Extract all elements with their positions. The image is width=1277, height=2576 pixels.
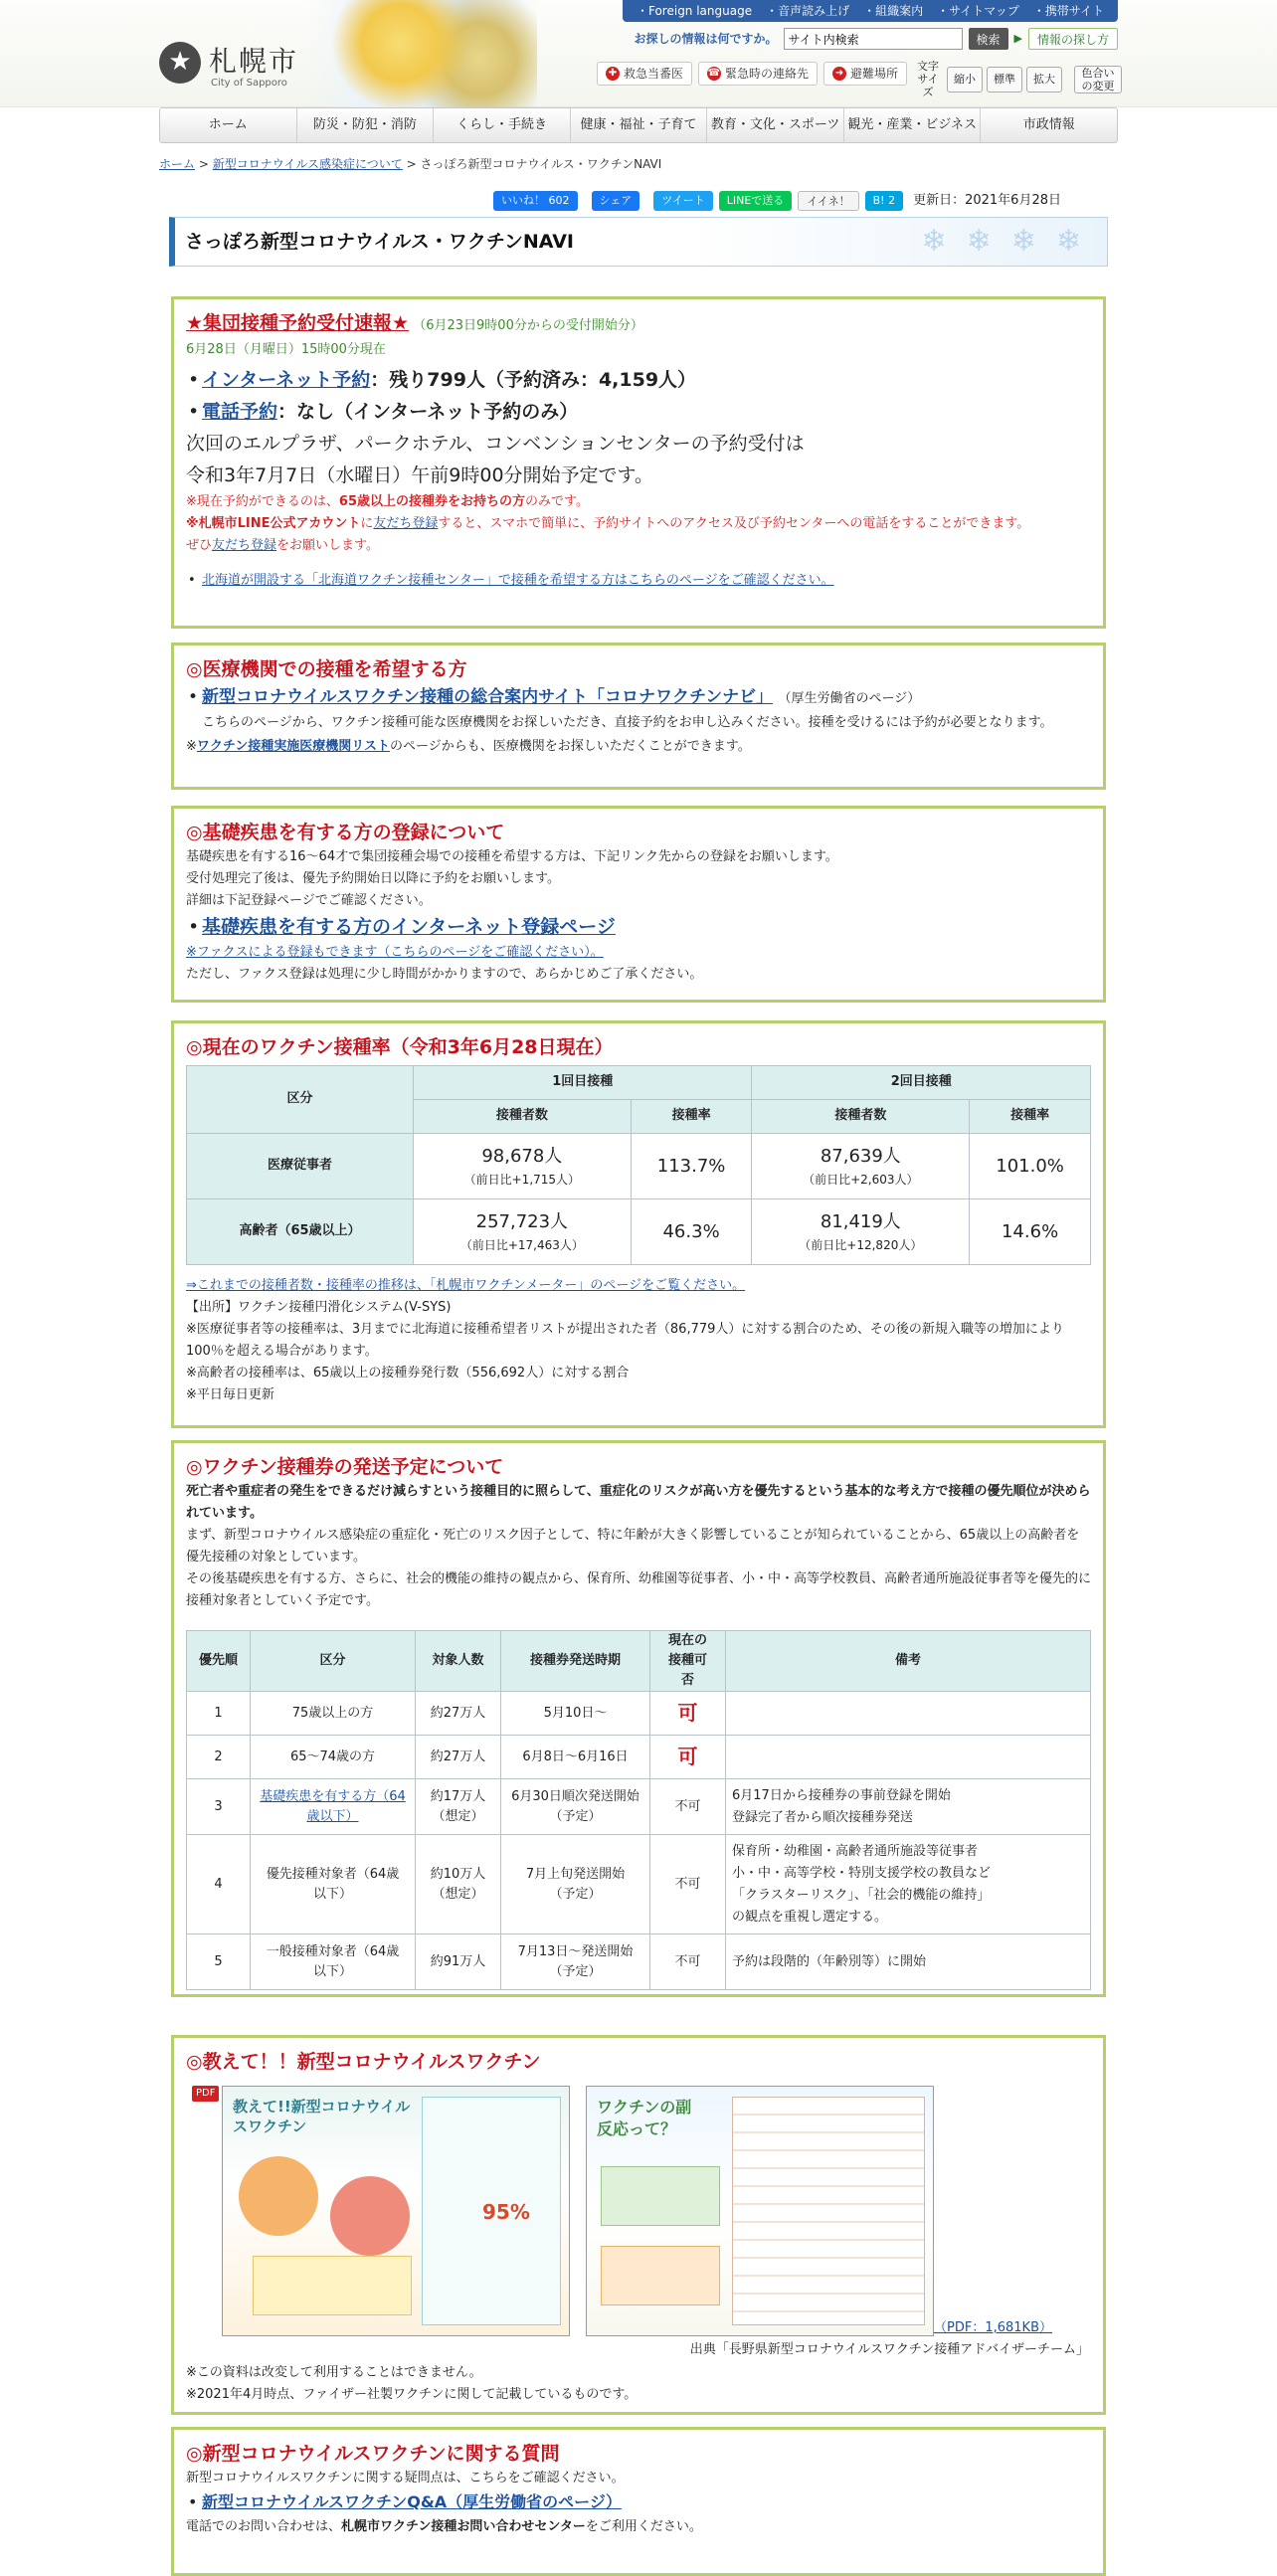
count-value: 87,639人: [820, 1146, 901, 1168]
category-cell: 優先接種対象者（64歳以下）: [251, 1835, 416, 1934]
rate-value: 113.7%: [631, 1134, 752, 1199]
rate-cell: [414, 1134, 632, 1199]
emergency-doctor-button[interactable]: [597, 62, 692, 86]
leaflet-table: [732, 2097, 925, 2325]
coupon-col-note: 備考: [726, 1631, 1091, 1692]
coupon-col-order: 優先順: [187, 1631, 251, 1692]
how-to-search-button[interactable]: 情報の探し方: [1028, 28, 1118, 50]
search-question: お探しの情報は何ですか。: [634, 31, 778, 46]
disease-category-link[interactable]: 基礎疾患を有する方（64歳以下）: [251, 1779, 416, 1835]
timing-cell: 5月10日～: [501, 1692, 650, 1736]
leaflet-source: 出典「長野県新型コロナウイルスワクチン接種アドバイザーチーム」: [689, 2342, 1089, 2357]
count-value: 98,678人: [481, 1146, 563, 1168]
search-input[interactable]: [784, 28, 963, 50]
vaccine-leaflet-section: [171, 2035, 1106, 2415]
font-size-label: 文字サイズ: [917, 60, 939, 98]
nav-living[interactable]: くらし・手続き: [434, 108, 571, 142]
list-pre: ※: [186, 739, 197, 754]
table-row: [187, 1692, 1091, 1736]
rate-row-label: 医療従事者: [187, 1134, 414, 1199]
navi-item: [186, 683, 1091, 713]
disease-heading: ◎基礎疾患を有する方の登録について: [186, 822, 505, 843]
phone-reservation-item: [186, 396, 1091, 428]
font-standard-button[interactable]: 標準: [987, 67, 1022, 92]
note1-pre: ※現在予約ができるのは、: [186, 494, 339, 510]
note-cell: [726, 1692, 1091, 1736]
count-value: 81,419人: [820, 1211, 901, 1233]
note-cell: 予約は段階的（年齢別等）に開始: [726, 1934, 1091, 1990]
breadcrumb-separator: >: [402, 157, 421, 171]
coupon-p2: その後基礎疾患を有する方、さらに、社会的機能の維持の観点から、保育所、幼稚園等従事者、小・中・高等学校教員、高齢者通所施設従事者等を優先的に接種対象者としていく予定です。: [186, 1571, 1092, 1608]
navi-note: （厚生労働省のページ）: [778, 691, 921, 706]
internet-reservation-link[interactable]: インターネット予約: [202, 369, 371, 392]
hokkaido-center-link[interactable]: 北海道が開設する「北海道ワクチン接種センター」で接種を希望する方はこちらのページをご確認ください。: [202, 573, 834, 589]
breadcrumb-covid[interactable]: 新型コロナウイルス感染症について: [212, 157, 403, 171]
disease-section: [171, 806, 1106, 1003]
emergency-doctor-label: 救急当番医: [624, 66, 684, 81]
qa-p1: 新型コロナウイルスワクチンに関する疑問点は、こちらをご確認ください。: [186, 2471, 625, 2485]
pdf-icon: PDF: [192, 2086, 219, 2102]
leaflet-1-figure: 95%: [482, 2200, 530, 2224]
utility-organization[interactable]: ・組織案内: [863, 4, 924, 18]
font-size-controls: [913, 60, 1122, 98]
leaflet-2-image[interactable]: [586, 2086, 934, 2336]
table-row: [187, 1779, 1091, 1835]
utility-mobile[interactable]: ・携帯サイト: [1032, 4, 1104, 18]
note1-post: のみです。: [525, 494, 589, 510]
timing-cell: 7月13日～発送開始（予定）: [501, 1934, 650, 1990]
rate-value: 46.3%: [631, 1199, 752, 1265]
rate-col-rate-2: 接種率: [970, 1100, 1091, 1134]
timing-cell: 7月上旬発送開始（予定）: [501, 1835, 650, 1934]
rate-cell: [414, 1199, 632, 1265]
count-delta: （前日比+2,603人）: [803, 1173, 919, 1188]
availability-cell: 可: [650, 1736, 726, 1779]
coupon-col-count: 対象人数: [416, 1631, 501, 1692]
line-friend-link-2[interactable]: 友だち登録: [212, 538, 277, 554]
qa-heading: ◎新型コロナウイルスワクチンに関する質問: [186, 2443, 560, 2465]
disease-p2: 受付処理完了後は、優先予約開始日以降に予約をお願いします。: [186, 871, 560, 886]
order-cell: 4: [187, 1835, 251, 1934]
note3-post: をお願いします。: [276, 538, 379, 554]
logo-text: 札幌市: [209, 45, 299, 78]
table-row: [187, 1934, 1091, 1990]
breadcrumb-separator: >: [195, 157, 213, 171]
list-post: のページからも、医療機関をお探しいただくことができます。: [390, 739, 751, 754]
reservation-asof: 6月28日（月曜日）15時00分現在: [186, 342, 386, 357]
leaflet-illustration: [253, 2256, 412, 2315]
global-navigation: [159, 107, 1118, 143]
line-share-button[interactable]: LINEで送る: [719, 191, 793, 211]
order-cell: 1: [187, 1692, 251, 1736]
font-smaller-button[interactable]: 縮小: [947, 67, 983, 92]
reservation-note-2: [186, 513, 1091, 535]
rate-note-2: ※高齢者の接種率は、65歳以上の接種券発行数（556,692人）に対する割合: [186, 1366, 630, 1380]
updated-date: 更新日：2021年6月28日: [913, 193, 1061, 208]
availability-cell: 不可: [650, 1934, 726, 1990]
phone-icon: ☎: [707, 68, 721, 79]
note-cell: [726, 1736, 1091, 1779]
hatena-bookmark-button[interactable]: B! 2: [865, 191, 903, 211]
coupon-col-category: 区分: [251, 1631, 416, 1692]
leaflet-illustration: [601, 2246, 720, 2305]
rate-value: 14.6%: [970, 1199, 1091, 1265]
utility-foreign-language[interactable]: ・Foreign language: [636, 4, 753, 18]
order-cell: 5: [187, 1934, 251, 1990]
iine-button[interactable]: イイネ！: [798, 191, 858, 211]
city-emblem-icon: ★: [159, 42, 201, 84]
qa-p2: [186, 2515, 1091, 2539]
page-title-text: さっぽろ新型コロナウイルス・ワクチンNAVI: [185, 231, 575, 253]
availability-cell: 可: [650, 1692, 726, 1736]
search-button[interactable]: 検索: [969, 28, 1008, 50]
count-cell: 約17万人（想定）: [416, 1779, 501, 1835]
medical-icon: ✚: [606, 67, 620, 81]
coupon-col-availability: 現在の接種可否: [650, 1631, 726, 1692]
corona-vaccine-navi-link[interactable]: 新型コロナウイルスワクチン接種の総合案内サイト「コロナワクチンナビ」: [202, 687, 774, 707]
count-cell: 約27万人: [416, 1736, 501, 1779]
vaccine-meter-link[interactable]: ⇒これまでの接種者数・接種率の推移は、「札幌市ワクチンメーター」のページをご覧ください。: [186, 1278, 746, 1293]
leaflet-heading: ◎教えて！！新型コロナウイルスワクチン: [186, 2051, 541, 2073]
rate-note-1: ※医療従事者等の接種率は、3月までに北海道に接種希望者リストが提出された者（86,779人）に対する割合のため、その後の新規入職等の増加により100％を超える場合があります。: [186, 1322, 1064, 1359]
rate-row-label: 高齢者（65歳以上）: [187, 1199, 414, 1265]
fax-register-link[interactable]: ※ファクスによる登録もできます（こちらのページをご確認ください）。: [186, 945, 604, 960]
tweet-button[interactable]: ツイート: [653, 191, 712, 211]
emergency-links: [597, 62, 907, 86]
rate-value: 101.0%: [970, 1134, 1091, 1199]
count-delta: （前日比+12,820人）: [799, 1238, 923, 1253]
emergency-contacts-button[interactable]: [698, 62, 818, 86]
phone-reservation-status: ：なし（インターネット予約のみ）: [277, 401, 579, 424]
evacuation-label: 避難場所: [850, 66, 899, 81]
disease-register-item: [186, 912, 1091, 942]
color-change-button[interactable]: 色合いの変更: [1074, 66, 1122, 93]
qa-item: [186, 2489, 1091, 2515]
table-row: [187, 1134, 1091, 1199]
timing-cell: 6月30日順次発送開始（予定）: [501, 1779, 650, 1835]
reservation-note-1: [186, 491, 1091, 513]
line-friend-link[interactable]: 友だち登録: [373, 516, 439, 532]
nav-city-info[interactable]: 市政情報: [1022, 117, 1075, 132]
availability-cell: 不可: [650, 1835, 726, 1934]
rate-note-3: ※平日毎日更新: [186, 1387, 274, 1402]
leaflet-pdf-link[interactable]: （PDF：1,681KB）: [934, 2320, 1052, 2335]
note-cell: 保育所・幼稚園・高齢者通所施設等従事者 小・中・高等学校・特別支援学校の教員など 「クラスターリスク」、「社会的機能の維持」 の観点を重視し選定する。: [726, 1835, 1091, 1934]
evacuation-button[interactable]: [823, 62, 907, 86]
count-cell: 約27万人: [416, 1692, 501, 1736]
disease-p1: 基礎疾患を有する16～64才で集団接種会場での接種を希望する方は、下記リンク先からの登録をお願いします。: [186, 849, 838, 864]
leaflet-note-1: ※この資料は改変して利用することはできません。: [186, 2365, 482, 2380]
site-header: [0, 0, 1277, 107]
rate-heading: ◎現在のワクチン接種率（令和3年6月28日現在）: [186, 1036, 614, 1058]
disease-p3: 詳細は下記登録ページでご確認ください。: [186, 893, 432, 908]
breadcrumb-home[interactable]: ホーム: [159, 157, 196, 171]
rate-cell: [752, 1199, 970, 1265]
vaccination-rate-table: [186, 1065, 1091, 1265]
utility-sitemap[interactable]: ・サイトマップ: [937, 4, 1019, 18]
category-cell: 75歳以上の方: [251, 1692, 416, 1736]
table-row: [187, 1199, 1091, 1265]
leaflet-note-2: ※2021年4月時点、ファイザー社製ワクチンに関して記載しているものです。: [186, 2387, 638, 2402]
count-cell: 約10万人（想定）: [416, 1835, 501, 1934]
clinic-list-link[interactable]: ワクチン接種実施医療機関リスト: [196, 739, 390, 754]
leaflet-1-image[interactable]: [222, 2086, 570, 2336]
order-cell: 2: [187, 1736, 251, 1779]
count-value: 257,723人: [475, 1211, 569, 1233]
note-cell: 6月17日から接種券の事前登録を開始 登録完了者から順次接種券発送: [726, 1779, 1091, 1835]
coupon-col-timing: 接種券発送時期: [501, 1631, 650, 1692]
category-cell: 一般接種対象者（64歳以下）: [251, 1934, 416, 1990]
count-delta: （前日比+1,715人）: [463, 1173, 581, 1188]
rate-col-dose2: 2回目接種: [752, 1066, 1091, 1100]
play-arrow-icon: ▶: [1013, 32, 1022, 46]
nav-education[interactable]: 教育・文化・スポーツ: [707, 108, 844, 142]
hokkaido-item: [186, 571, 1091, 591]
coupon-bold-text: 死亡者や重症者の発生をできるだけ減らすという接種目的に照らして、重症化のリスクが高い方を優先するという基本的な考え方で接種の優先順位が決められています。: [186, 1484, 1091, 1521]
qa-p2-post: をご利用ください。: [585, 2519, 702, 2534]
coupon-heading: ◎ワクチン接種券の発送予定について: [186, 1456, 504, 1478]
mhlw-qa-link[interactable]: 新型コロナウイルスワクチンQ&A（厚生労働省のページ）: [202, 2492, 622, 2511]
count-delta: （前日比+17,463人）: [459, 1238, 584, 1253]
rate-col-dose1: 1回目接種: [414, 1066, 752, 1100]
next-reservation-line2: 令和3年7月7日（水曜日）午前9時00分開始予定です。: [186, 464, 654, 487]
note1-bold: 65歳以上の接種券をお持ちの方: [338, 494, 525, 510]
clinic-list-line: [186, 737, 1091, 757]
internet-reservation-item: [186, 364, 1091, 396]
breadcrumb-current: さっぽろ新型コロナウイルス・ワクチンNAVI: [420, 157, 662, 171]
snowflake-icon: ❄❄❄❄: [921, 224, 1101, 259]
medical-heading: ◎医療機関での接種を希望する方: [186, 658, 467, 680]
rate-source: 【出所】ワクチン接種円滑化システム(V-SYS): [186, 1300, 452, 1315]
reservation-heading[interactable]: ★集団接種予約受付速報★: [186, 312, 410, 334]
table-row: [187, 1736, 1091, 1779]
nav-disaster[interactable]: 防災・防犯・消防: [297, 108, 435, 142]
category-cell: 65～74歳の方: [251, 1736, 416, 1779]
medical-section: [171, 643, 1106, 790]
internet-reservation-status: ：残り799人（予約済み：4,159人）: [370, 369, 697, 392]
reservation-note-3: [186, 535, 1091, 557]
rate-col-count-1: 接種者数: [414, 1100, 632, 1134]
leaflet-illustration: [239, 2156, 318, 2236]
coupon-schedule-table: [186, 1630, 1091, 1990]
table-row: [187, 1835, 1091, 1934]
order-cell: 3: [187, 1779, 251, 1835]
nav-tourism[interactable]: 観光・産業・ビジネス: [844, 108, 982, 142]
availability-cell: 不可: [650, 1779, 726, 1835]
fax-note: ただし、ファクス登録は処理に少し時間がかかりますので、あらかじめご了承ください。: [186, 967, 703, 982]
disease-register-link[interactable]: 基礎疾患を有する方のインターネット登録ページ: [202, 916, 616, 938]
coupon-section: [171, 1440, 1106, 1997]
rate-col-rate-1: 接種率: [631, 1100, 752, 1134]
emergency-contacts-label: 緊急時の連絡先: [725, 66, 810, 81]
rate-col-count-2: 接種者数: [752, 1100, 970, 1134]
reservation-heading-note: （6月23日9時00分からの受付開始分）: [413, 318, 643, 333]
page-title: [169, 217, 1108, 267]
qa-p2-bold: 札幌市ワクチン接種お問い合わせセンター: [341, 2519, 586, 2534]
line-account-label: ※札幌市LINE公式アカウント: [186, 516, 361, 532]
leaflet-info-panel: [422, 2097, 561, 2325]
reservation-section: [171, 296, 1106, 629]
nav-home[interactable]: ホーム: [160, 108, 297, 142]
qa-p2-pre: 電話でのお問い合わせは、: [186, 2519, 342, 2534]
search-bar: [634, 28, 1118, 50]
utility-voice[interactable]: ・音声読み上げ: [766, 4, 850, 18]
note2-mid: に: [360, 516, 374, 532]
note3-pre: ぜひ: [186, 538, 213, 554]
utility-links: [623, 0, 1118, 22]
evacuation-icon: ➜: [832, 67, 846, 81]
breadcrumb: [159, 155, 661, 174]
note2-post: すると、スマホで簡単に、予約サイトへのアクセス及び予約センターへの電話をすることができます。: [438, 516, 1030, 532]
count-cell: 約91万人: [416, 1934, 501, 1990]
leaflet-illustration: [601, 2166, 720, 2226]
logo-subtitle: City of Sapporo: [211, 78, 287, 89]
rate-col-category: 区分: [187, 1066, 414, 1134]
leaflet-1-title: 教えて!!新型コロナウイルスワクチン: [233, 2098, 411, 2135]
next-reservation-line1: 次回のエルプラザ、パークホテル、コンベンションセンターの予約受付は: [186, 433, 805, 456]
share-buttons: [493, 191, 1061, 211]
navi-description: こちらのページから、ワクチン接種可能な医療機関をお探しいただき、直接予約をお申し込みください。接種を受けるには予約が必要となります。: [202, 715, 1053, 730]
leaflet-2-title: ワクチンの副反応って？: [597, 2098, 692, 2138]
facebook-like-button[interactable]: いいね！ 602: [493, 191, 578, 211]
timing-cell: 6月8日～6月16日: [501, 1736, 650, 1779]
coupon-p1: まず、新型コロナウイルス感染症の重症化・死亡のリスク因子として、特に年齢が大きく影響していることが知られていることから、65歳以上の高齢者を優先接種の対象としています。: [186, 1528, 1080, 1564]
rate-cell: [752, 1134, 970, 1199]
vaccination-rate-section: [171, 1020, 1106, 1428]
facebook-share-button[interactable]: シェア: [592, 191, 640, 211]
phone-reservation-link[interactable]: 電話予約: [202, 401, 278, 424]
nav-health[interactable]: 健康・福祉・子育て: [571, 108, 708, 142]
leaflet-illustration: [330, 2176, 410, 2256]
font-larger-button[interactable]: 拡大: [1026, 67, 1062, 92]
header-decoration-image: [308, 0, 537, 107]
